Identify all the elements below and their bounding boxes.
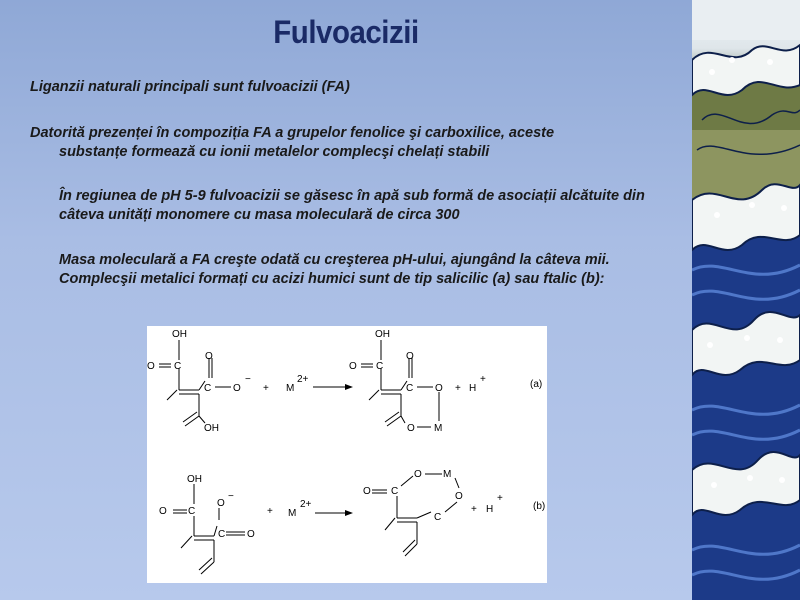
atom-m: M bbox=[286, 383, 295, 394]
atom-oh: OH bbox=[187, 474, 202, 485]
paragraph-chelates bbox=[30, 124, 659, 162]
charge-minus: − bbox=[228, 491, 234, 502]
paragraph-molecular-mass bbox=[59, 251, 669, 289]
atom-c: C bbox=[406, 383, 414, 394]
atom-c: C bbox=[188, 506, 196, 517]
plus-sign: + bbox=[455, 383, 461, 394]
atom-c: C bbox=[218, 529, 226, 540]
slide-title: Fulvoacizii bbox=[273, 14, 419, 50]
atom-m: M bbox=[443, 469, 452, 480]
atom-c: C bbox=[204, 383, 212, 394]
paragraph-chelates-line1: Datorită prezenței în compoziția FA a grupelor fenolice şi carboxilice, aceste bbox=[30, 125, 555, 141]
atom-o: O bbox=[406, 351, 414, 362]
atom-o: O bbox=[363, 486, 371, 497]
atom-c: C bbox=[174, 361, 182, 372]
plus-sign: + bbox=[267, 506, 273, 517]
paragraph-molecular-mass-line2: Complecşii metalici formați cu acizi humici sunt de tip salicilic (a) sau ftalic (b): bbox=[59, 271, 605, 287]
charge-2plus: 2+ bbox=[297, 374, 309, 385]
atom-oh: OH bbox=[375, 329, 390, 340]
reaction-scheme-drawing bbox=[147, 326, 547, 583]
wave-pattern-icon bbox=[692, 0, 800, 600]
charge-2plus: 2+ bbox=[300, 499, 312, 510]
atom-o: O bbox=[233, 383, 241, 394]
atom-o: O bbox=[247, 529, 255, 540]
atom-oh: OH bbox=[172, 329, 187, 340]
atom-o: O bbox=[205, 351, 213, 362]
charge-plus: + bbox=[480, 374, 486, 385]
atom-m: M bbox=[288, 508, 297, 519]
atom-o: O bbox=[159, 506, 167, 517]
charge-minus: − bbox=[245, 374, 251, 385]
atom-h: H bbox=[486, 504, 494, 515]
paragraph-chelates-line2: substanțe formează cu ionii metalelor complecşi chelați stabili bbox=[59, 144, 490, 160]
label-a: (a) bbox=[530, 379, 543, 390]
charge-plus: + bbox=[497, 493, 503, 504]
paragraph-molecular-mass-line1: Masa moleculară a FA creşte odată cu creşterea pH-ului, ajungând la câteva mii. bbox=[59, 252, 610, 268]
atom-m: M bbox=[434, 423, 443, 434]
label-b: (b) bbox=[533, 501, 546, 512]
atom-o: O bbox=[407, 423, 415, 434]
atom-oh: OH bbox=[204, 423, 219, 434]
atom-o: O bbox=[217, 498, 225, 509]
plus-sign: + bbox=[471, 504, 477, 515]
reaction-arrow-a-head bbox=[345, 384, 353, 390]
atom-o: O bbox=[147, 361, 155, 372]
atom-c: C bbox=[391, 486, 399, 497]
atom-o: O bbox=[435, 383, 443, 394]
paragraph-ph-region: În regiunea de pH 5-9 fulvoacizii se găsesc în apă sub formă de asociații alcătuite din câteva unități monomere cu masa moleculară de circa 300 bbox=[59, 188, 645, 223]
atom-h: H bbox=[469, 383, 477, 394]
atom-c: C bbox=[376, 361, 384, 372]
atom-o: O bbox=[414, 469, 422, 480]
reaction-scheme bbox=[147, 326, 547, 583]
plus-sign: + bbox=[263, 383, 269, 394]
atom-o: O bbox=[455, 491, 463, 502]
atom-c: C bbox=[434, 512, 442, 523]
paragraph-ligands: Liganzii naturali principali sunt fulvoacizii (FA) bbox=[30, 79, 350, 95]
atom-o: O bbox=[349, 361, 357, 372]
reaction-arrow-b-head bbox=[345, 510, 353, 516]
